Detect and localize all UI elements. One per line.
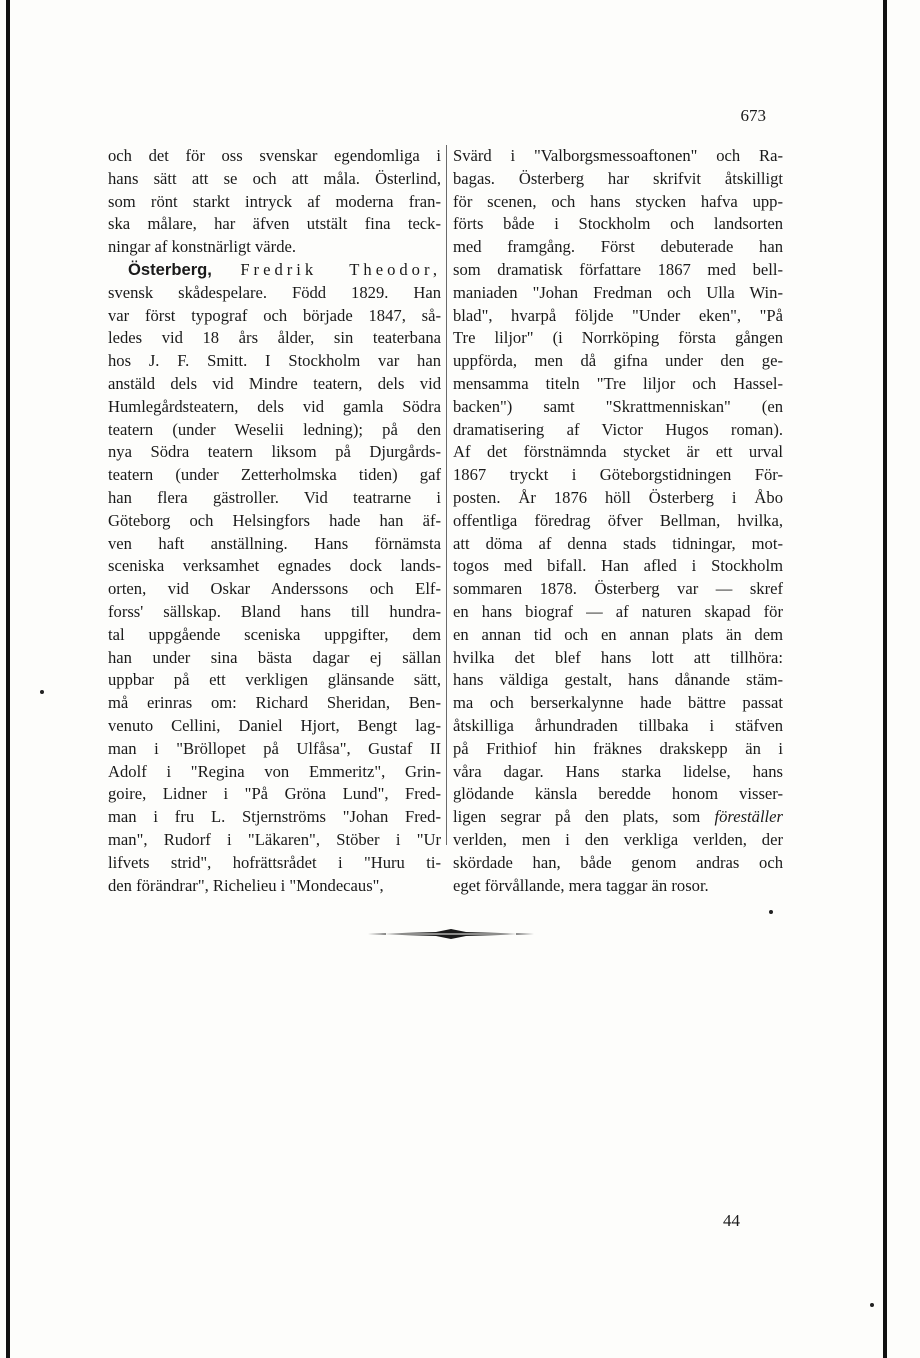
scan-speck	[769, 910, 773, 914]
text-line: Göteborg och Helsingfors hade han äf-	[108, 510, 441, 530]
scan-speck	[870, 1303, 874, 1307]
text-line: ma och berserkalynne hade bättre passat	[453, 693, 783, 713]
text-line: nya Södra teatern liksom på Djurgårds-	[108, 442, 441, 462]
text-line: venuto Cellini, Daniel Hjort, Bengt lag-	[108, 715, 441, 735]
text-run: ligen segrar på den plats, som	[453, 807, 701, 827]
signature-mark: 44	[723, 1211, 740, 1230]
text-line: goire, Lidner i "På Gröna Lund", Fred-	[108, 784, 441, 804]
italic-word: föreställer	[714, 807, 783, 827]
right-column	[453, 145, 783, 897]
text-line: han flera gästroller. Vid teatrarne i	[108, 487, 441, 507]
text-line: med framgång. Först debuterade han	[453, 237, 783, 257]
text-line: må erinras om: Richard Sheridan, Ben-	[108, 693, 441, 713]
entry-given-names: Fredrik Theodor,	[240, 259, 441, 279]
text-line: man i "Bröllopet på Ulfåsa", Gustaf II	[108, 738, 441, 758]
text-line: han under sina bästa dagar ej sällan	[108, 647, 441, 667]
text-line: tal uppgående sceniska uppgifter, dem	[108, 624, 441, 644]
text-line: uppförda, men då gifna under den ge-	[453, 351, 783, 371]
column-divider	[446, 145, 447, 845]
text-line: togos med bifall. Han afled i Stockholm	[453, 556, 783, 576]
text-line: verlden, men i den verkliga verlden, der	[453, 829, 783, 849]
text-line: hvilka det blef hans lott att tillhöra:	[453, 647, 783, 667]
text-line: blad", hvarpå följde "Under eken", "På	[453, 305, 783, 325]
text-line: ledes vid 18 års ålder, sin teaterbana	[108, 328, 441, 348]
text-line: våra dagar. Hans starka lidelse, hans	[453, 761, 783, 781]
text-line: orten, vid Oskar Anderssons och Elf-	[108, 579, 441, 599]
text-line: hos J. F. Smitt. I Stockholm var han	[108, 351, 441, 371]
text-line: backen") samt "Skrattmenniskan" (en	[453, 396, 783, 416]
text-line: ningar af konstnärligt värde.	[108, 237, 297, 257]
entry-surname: Österberg,	[128, 259, 212, 279]
text-line: förts både i Stockholm och landsorten	[453, 214, 783, 234]
text-line: forss' sällskap. Bland hans till hundra-	[108, 601, 441, 621]
text-line: Af det förstnämnda stycket är ett urval	[453, 442, 783, 462]
text-line: svensk skådespelare. Född 1829. Han	[108, 282, 441, 302]
text-line: hans sätt att se och att måla. Österlind,	[108, 168, 441, 188]
text-line: dramatisering af Victor Hugos roman).	[453, 419, 783, 439]
text-line: sceniska verksamhet egnades dock lands-	[108, 556, 441, 576]
text-line: teatern (under Weselii ledning); på den	[108, 419, 441, 439]
text-line: anstäld dels vid Mindre teatern, dels vid	[108, 373, 441, 393]
text-line: Svärd i "Valborgsmessoaftonen" och Ra-	[453, 146, 783, 165]
text-line: på Frithiof hin fräknes drakskepp än i	[453, 738, 783, 758]
text-line: för scenen, och hans stycken hafva upp-	[453, 191, 783, 211]
text-line: bagas. Österberg har skrifvit åtskilligt	[453, 168, 783, 188]
text-line: att döma af denna stads tidningar, mot-	[453, 533, 783, 553]
text-line: mensamma titeln "Tre liljor och Hassel-	[453, 373, 783, 393]
text-line: en annan tid och en annan plats än dem	[453, 624, 783, 644]
page-number: 673	[740, 106, 766, 125]
text-line: 1867 tryckt i Göteborgstidningen För-	[453, 465, 783, 485]
text-line: Adolf i "Regina von Emmeritz", Grin-	[108, 761, 441, 781]
text-line: glödande känsla beredde honom visser-	[453, 784, 783, 804]
text-line: maniaden "Johan Fredman och Ulla Win-	[453, 282, 783, 302]
entry-heading-line	[108, 259, 441, 282]
text-line: uppbar på ett verkligen glänsande sätt,	[108, 670, 441, 690]
text-line-with-italic	[453, 806, 783, 829]
text-line: och det för oss svenskar egendomliga i	[108, 146, 441, 165]
text-line: den förändrar", Richelieu i "Mondecaus",	[108, 875, 384, 895]
text-line: var först typograf och började 1847, så-	[108, 305, 441, 325]
text-line: ven haft anställning. Hans förnämsta	[108, 533, 441, 553]
text-line: posten. År 1876 höll Österberg i Åbo	[453, 487, 783, 507]
scan-edge-right	[883, 0, 887, 1358]
text-line: skördade han, både genom andras och	[453, 852, 783, 872]
text-line: man", Rudorf i "Läkaren", Stöber i "Ur	[108, 829, 441, 849]
section-end-ornament	[366, 922, 536, 946]
text-line: en hans biograf — af naturen skapad för	[453, 601, 783, 621]
text-line: Humlegårdsteatern, dels vid gamla Södra	[108, 396, 441, 416]
text-line: Tre liljor" (i Norrköping första gången	[453, 328, 783, 348]
text-line: man i fru L. Stjernströms "Johan Fred-	[108, 807, 441, 827]
left-column	[108, 145, 441, 897]
text-line: eget förvållande, mera taggar än rosor.	[453, 875, 709, 895]
text-line: som rönt starkt intryck af moderna fran-	[108, 191, 441, 211]
text-line: teatern (under Zetterholmska tiden) gaf	[108, 465, 441, 485]
text-line: ska målare, har äfven utstält fina teck-	[108, 214, 441, 234]
text-line: sommaren 1878. Österberg var — skref	[453, 579, 783, 599]
scan-speck	[40, 690, 44, 694]
text-line: som dramatisk författare 1867 med bell-	[453, 259, 783, 279]
scan-edge-left	[6, 0, 10, 1358]
text-line: lifvets strid", hofrättsrådet i "Huru ti-	[108, 852, 441, 872]
text-line: hans väldiga gestalt, hans dånande stäm-	[453, 670, 783, 690]
text-line: åtskilliga århundraden tillbaka i stäfven	[453, 715, 783, 735]
text-line: offentliga föredrag öfver Bellman, hvilka,	[453, 510, 783, 530]
